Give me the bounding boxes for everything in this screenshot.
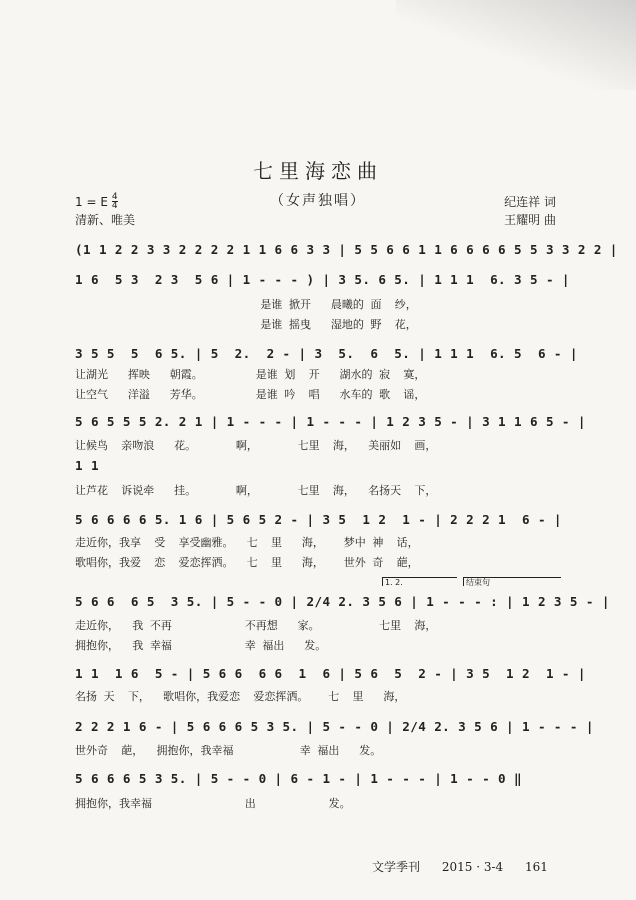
key-label: 1 = E (75, 194, 108, 209)
lyric-line: 让空气 洋溢 芳华。 是谁 吟 唱 水车的 歌 谣， (75, 388, 426, 401)
lyric-line: 拥抱你， 我 幸福 幸 福出 发。 (75, 639, 327, 652)
notation-line: 3 5 5 5 6 5. | 5 2. 2 - | 3 5. 6 5. | 1 1 1 6. 5 6 - | (75, 346, 578, 361)
notation-line: 1 1 1 6 5 - | 5 6 6 6 6 1 6 | 5 6 5 2 - | 3 5 1 2 1 - | (75, 666, 586, 681)
lyric-line: 世外奇 葩， 拥抱你，我幸福 幸 福出 发。 (75, 744, 382, 757)
scan-shadow (396, 0, 636, 90)
lyric-line: 名扬 天 下， 歌唱你，我爱恋 爱恋挥洒。 七 里 海， (75, 690, 406, 703)
page-number: 161 (524, 860, 548, 874)
composer-credit: 王耀明 曲 (504, 213, 556, 227)
mood-marking: 清新、唯美 (75, 213, 136, 227)
first-ending-bracket: 1. 2. (382, 577, 457, 586)
lyric-line: 走近你， 我 不再 不再想 家。 七里 海， (75, 619, 437, 632)
notation-line: 1 1 (75, 458, 99, 473)
page-footer (372, 858, 566, 875)
lyric-line: 让湖光 挥映 朝霞。 是谁 划 开 湖水的 寂 寞， (75, 368, 426, 381)
lyric-line: 歌唱你，我爱 恋 爱恋挥洒。 七 里 海， 世外 奇 葩， (75, 556, 419, 569)
notation-line: 5 6 5 5 5 2. 2 1 | 1 - - - | 1 - - - | 1 2 3 5 - | 3 1 1 6 5 - | (75, 414, 586, 429)
lyric-line: 拥抱你，我幸福 出 发。 (75, 797, 351, 810)
lyric-line: 让候鸟 亲吻浪 花。 啊， 七里 海， 美丽如 画， (75, 439, 437, 452)
notation-line: (1 1 2 2 3 3 2 2 2 2 1 1 6 6 3 3 | 5 5 6 6 1 1 6 6 6 6 5 5 3 3 2 2 | (75, 242, 618, 257)
lyric-line: 是谁 掀开 晨曦的 面 纱， (75, 298, 417, 311)
time-sig-top: 4 (111, 192, 118, 202)
lyricist-credit: 纪连祥 词 (504, 195, 556, 209)
song-title: 七里海恋曲 (253, 159, 383, 183)
song-subtitle: （女声独唱） (270, 193, 366, 209)
notation-line: 5 6 6 6 6 5. 1 6 | 5 6 5 2 - | 3 5 1 2 1 - | 2 2 2 1 6 - | (75, 512, 562, 527)
time-sig-bottom: 4 (111, 201, 118, 211)
journal-name: 文学季刊 (372, 860, 421, 874)
lyric-line: 是谁 摇曳 湿地的 野 花， (75, 318, 417, 331)
notation-line: 2 2 2 1 6 - | 5 6 6 6 5 3 5. | 5 - - 0 | 2/4 2. 3 5 6 | 1 - - - | (75, 719, 594, 734)
coda-bracket: 结束句 (463, 577, 561, 586)
notation-line: 5 6 6 6 5 3 5. | 5 - - 0 | 2/4 2. 3 5 6 | 1 - - - : | 1 2 3 5 - | (75, 594, 610, 609)
time-signature (112, 193, 118, 210)
lyric-line: 走近你，我享 受 享受幽雅。 七 里 海， 梦中 神 话， (75, 536, 419, 549)
issue-number: 2015 · 3-4 (441, 860, 504, 874)
lyric-line: 让芦花 诉说牵 挂。 啊， 七里 海， 名扬天 下， (75, 484, 437, 497)
notation-line: 1 6 5 3 2 3 5 6 | 1 - - - ) | 3 5. 6 5. | 1 1 1 6. 3 5 - | (75, 272, 570, 287)
key-signature (75, 193, 118, 210)
notation-line: 5 6 6 6 5 3 5. | 5 - - 0 | 6 - 1 - | 1 - - - | 1 - - 0 ‖ (75, 771, 522, 786)
